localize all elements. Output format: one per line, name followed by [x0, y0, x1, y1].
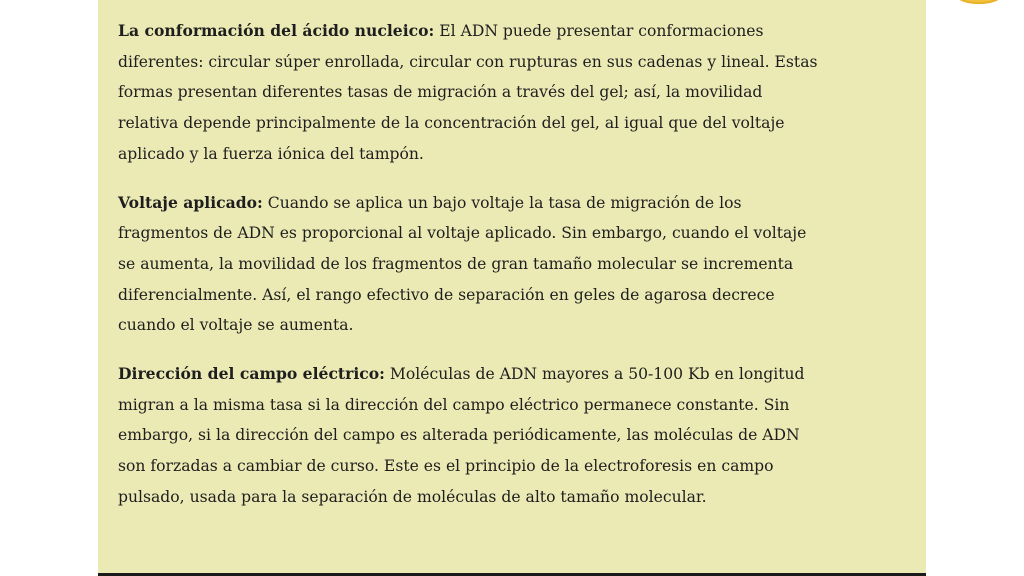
corner-ornament-icon [956, 0, 1002, 4]
paragraph-text: Cuando se aplica un bajo voltaje la tasa de migración de los fragmentos de ADN es proporcional al voltaje aplicado. Sin embargo, cuando el voltaje se aumenta, la movilidad de los fragmentos de gran tamaño molecular se incrementa diferencialmente. Así, el rango efectivo de separación en geles de agarosa decrece cuando el voltaje se aumenta. [118, 193, 807, 335]
paragraph-voltage [118, 188, 818, 342]
paragraph-text: Moléculas de ADN mayores a 50-100 Kb en longitud migran a la misma tasa si la dirección del campo eléctrico permanece constante. Sin embargo, si la dirección del campo es alterada periódicamente, las moléculas de ADN son forzadas a cambiar de curso. Este es el principio de la electroforesis en campo pulsado, usada para la separación de moléculas de alto tamaño molecular. [118, 365, 805, 506]
paragraph-heading: La conformación del ácido nucleico: [118, 21, 435, 40]
paragraph-text: El ADN puede presentar conformaciones diferentes: circular súper enrollada, circular con rupturas en sus cadenas y lineal. Estas formas presentan diferentes tasas de migración a través del gel; así, la movilidad relativa depende principalmente de la concentración del gel, al igual que del voltaje aplicado y la fuerza iónica del tampón. [118, 22, 818, 163]
document-page [98, 0, 926, 576]
paragraph-field-direction [118, 359, 818, 513]
paragraph-heading: Dirección del campo eléctrico: [118, 364, 385, 384]
document-body [118, 16, 818, 531]
paragraph-conformation [118, 16, 818, 170]
paragraph-heading: Voltaje aplicado: [118, 192, 263, 212]
